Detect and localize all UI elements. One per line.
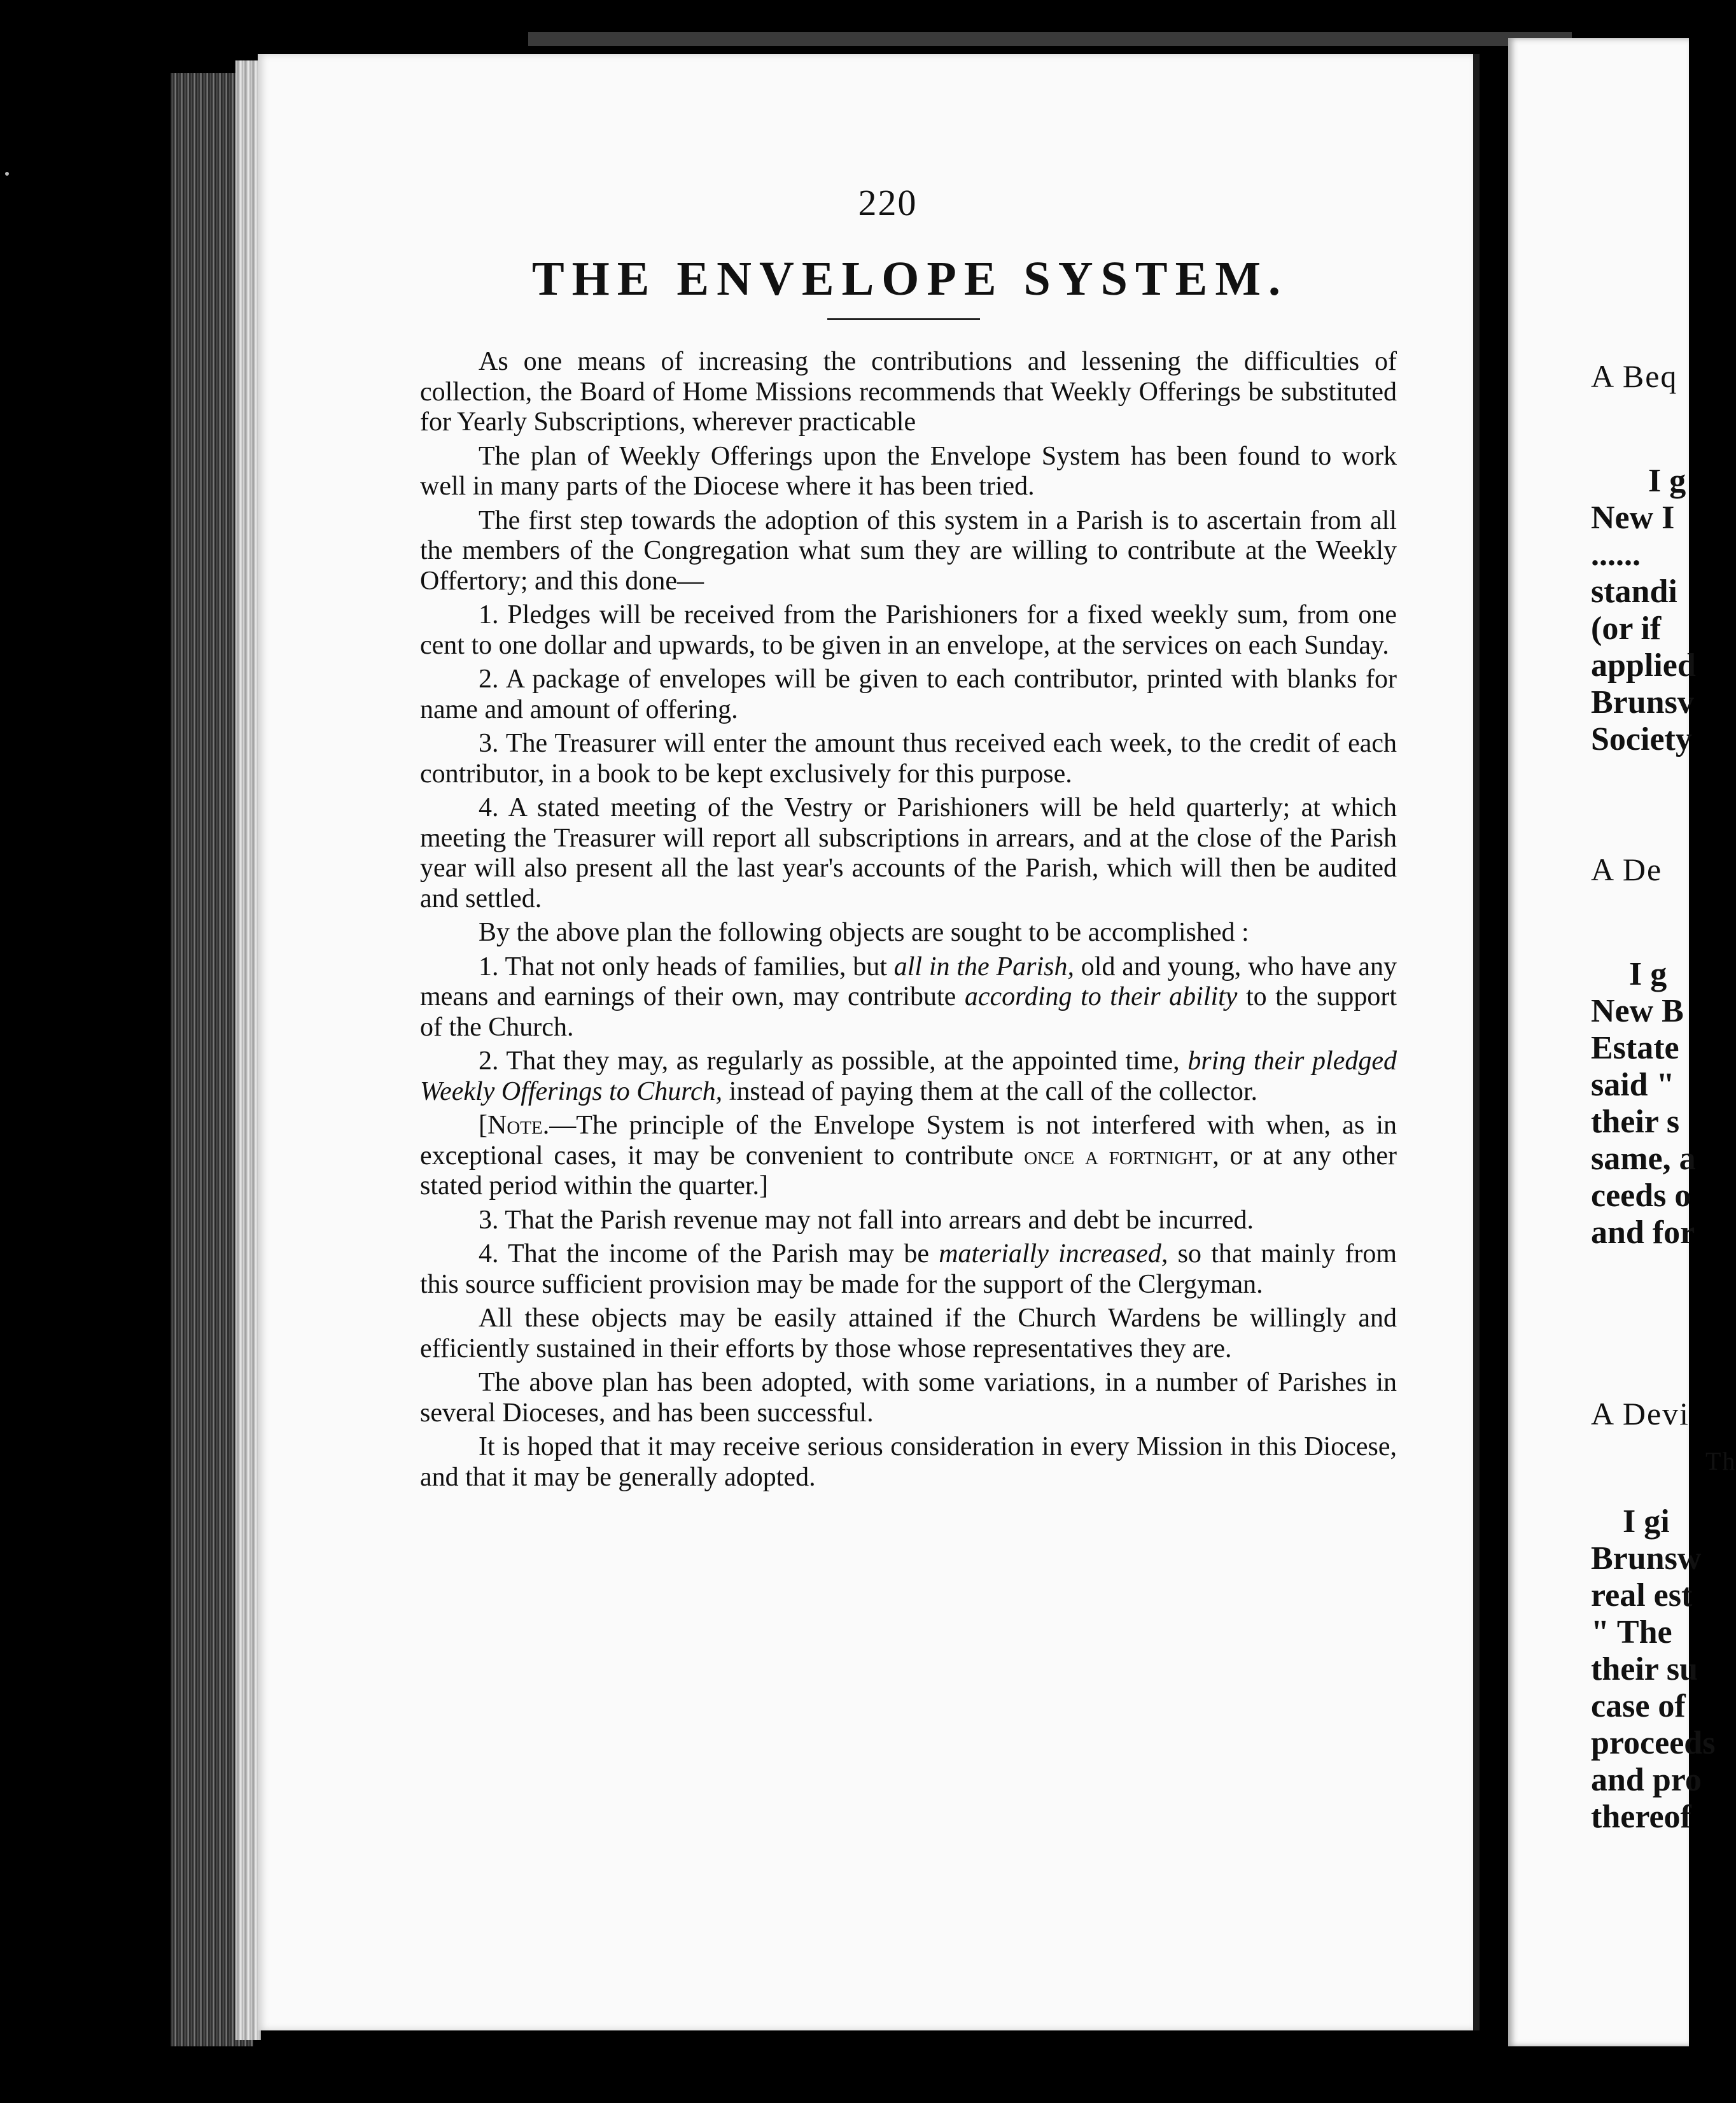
right-page-line: their su: [1591, 1651, 1698, 1687]
right-page-line: I g: [1629, 956, 1667, 992]
text-run: so that mainly from this source sufficient provision may be made for the support of the Clergyman.: [420, 1239, 1397, 1299]
page-title: THE ENVELOPE SYSTEM.: [531, 252, 1289, 306]
right-page-line: I g: [1648, 463, 1686, 499]
text-run: 1. That not only heads of families, but: [479, 952, 894, 981]
paragraph: The plan of Weekly Offerings upon the Envelope System has been found to work well in many parts of the Diocese where it has been tried.: [420, 441, 1397, 501]
right-page-line: New I: [1591, 500, 1675, 536]
right-page-line: Estate: [1591, 1030, 1679, 1066]
text-run: 4. That the income of the Parish may be: [479, 1239, 939, 1269]
text-run: old and young, who have any means and earnings of their own, may contribute: [420, 952, 1397, 1011]
right-page-line: New B: [1591, 993, 1684, 1029]
text-run: 2. That they may, as regularly as possible, at the appointed time,: [479, 1046, 1188, 1076]
note: [420, 1111, 1397, 1202]
right-page-line: ......: [1591, 537, 1641, 573]
small-caps-run: once a fortnight: [1024, 1141, 1213, 1171]
film-edge-strip: [528, 32, 1572, 46]
right-page-line: and for: [1591, 1214, 1695, 1251]
right-page-heading: A Beq: [1591, 358, 1678, 394]
numbered-step: 3. The Treasurer will enter the amount thus received each week, to the credit of each contributor, in a book to be kept exclusively for this purpose.: [420, 729, 1397, 789]
right-page-line: (or if: [1591, 610, 1662, 647]
numbered-step: 2. A package of envelopes will be given to each contributor, printed with blanks for name and amount of offering.: [420, 665, 1397, 724]
right-page-line: ceeds o: [1591, 1178, 1691, 1214]
numbered-step: 4. A stated meeting of the Vestry or Parishioners will be held quarterly; at which meeting the Treasurer will report all subscriptions in arrears, and at the close of the Parish year will also present all the last year's accounts of the Parish, which will then be audited and settled.: [420, 793, 1397, 913]
paragraph: The above plan has been adopted, with some variations, in a number of Parishes in several Dioceses, and has been successful.: [420, 1368, 1397, 1428]
numbered-object: [420, 1239, 1397, 1300]
right-page-line: Society: [1591, 721, 1692, 757]
right-page-heading: A De: [1591, 852, 1663, 887]
right-page-line: standi: [1591, 573, 1677, 610]
numbered-object: [420, 1046, 1397, 1107]
paragraph: By the above plan the following objects are sought to be accomplished :: [479, 918, 1249, 947]
italic-run: all in the Parish,: [893, 952, 1074, 981]
right-page-line: their s: [1591, 1104, 1680, 1140]
numbered-object: [420, 952, 1397, 1043]
right-page-heading: A Devi: [1591, 1396, 1690, 1431]
note-label: Note: [487, 1111, 543, 1140]
page-number: 220: [858, 182, 918, 223]
text-run: [: [479, 1111, 487, 1140]
numbered-step: 1. Pledges will be received from the Parishioners for a fixed weekly sum, from one cent to one dollar and upwards, to be given in an envelope, at the services on each Sunday.: [420, 600, 1397, 660]
paragraph: All these objects may be easily attained if the Church Wardens be willingly and efficiently sustained in their efforts by those whose representatives they are.: [420, 1304, 1397, 1363]
text-run: .—The principle of the Envelope System is not interfered with when, as in exceptional cases, it may be convenient to contribute: [420, 1111, 1397, 1171]
right-page-subheading: Th: [1705, 1447, 1736, 1475]
article-body: [420, 347, 1397, 1496]
right-page-line: Brunsv: [1591, 684, 1694, 721]
italic-run: materially increased,: [939, 1239, 1168, 1269]
right-page-line: Brunsw: [1591, 1540, 1702, 1577]
right-page-text: [1508, 0, 1736, 2103]
italic-run: bring their pledged Weekly Offerings to Church,: [420, 1046, 1397, 1106]
right-page-line: and pro: [1591, 1762, 1702, 1798]
right-page-line: real est: [1591, 1577, 1693, 1614]
paragraph: The first step towards the adoption of this system in a Parish is to ascertain from all the members of the Congregation what sum they are willing to contribute at the Weekly Offertory; and this done—: [420, 505, 1397, 596]
right-page-line: said ": [1591, 1067, 1675, 1103]
right-page-line: applied: [1591, 647, 1696, 684]
title-rule: [827, 318, 980, 320]
right-page-line: I gi: [1623, 1503, 1670, 1540]
paragraph: It is hoped that it may receive serious consideration in every Mission in this Diocese, and that it may be generally adopted.: [420, 1432, 1397, 1492]
dust-speck: [5, 172, 9, 176]
italic-run: according to their ability: [964, 982, 1238, 1011]
paragraph: As one means of increasing the contributions and lessening the difficulties of collection, the Board of Home Missions recommends that Weekly Offerings be substituted for Yearly Subscriptions, wherever practicable: [420, 347, 1397, 437]
book-page-edges-light: [235, 60, 261, 2040]
right-page-line: thereof: [1591, 1799, 1691, 1835]
text-run: instead of paying them at the call of the collector.: [722, 1076, 1258, 1106]
right-page-line: case of: [1591, 1688, 1686, 1724]
right-page-line: same, a: [1591, 1141, 1696, 1177]
right-page-line: " The: [1591, 1614, 1672, 1650]
text-run: , or at any other stated period within the quarter.]: [420, 1141, 1397, 1200]
right-page-line: proceeds: [1591, 1725, 1716, 1761]
numbered-object: 3. That the Parish revenue may not fall into arrears and debt be incurred.: [479, 1205, 1254, 1235]
text-run: to the support of the Church.: [420, 982, 1397, 1042]
